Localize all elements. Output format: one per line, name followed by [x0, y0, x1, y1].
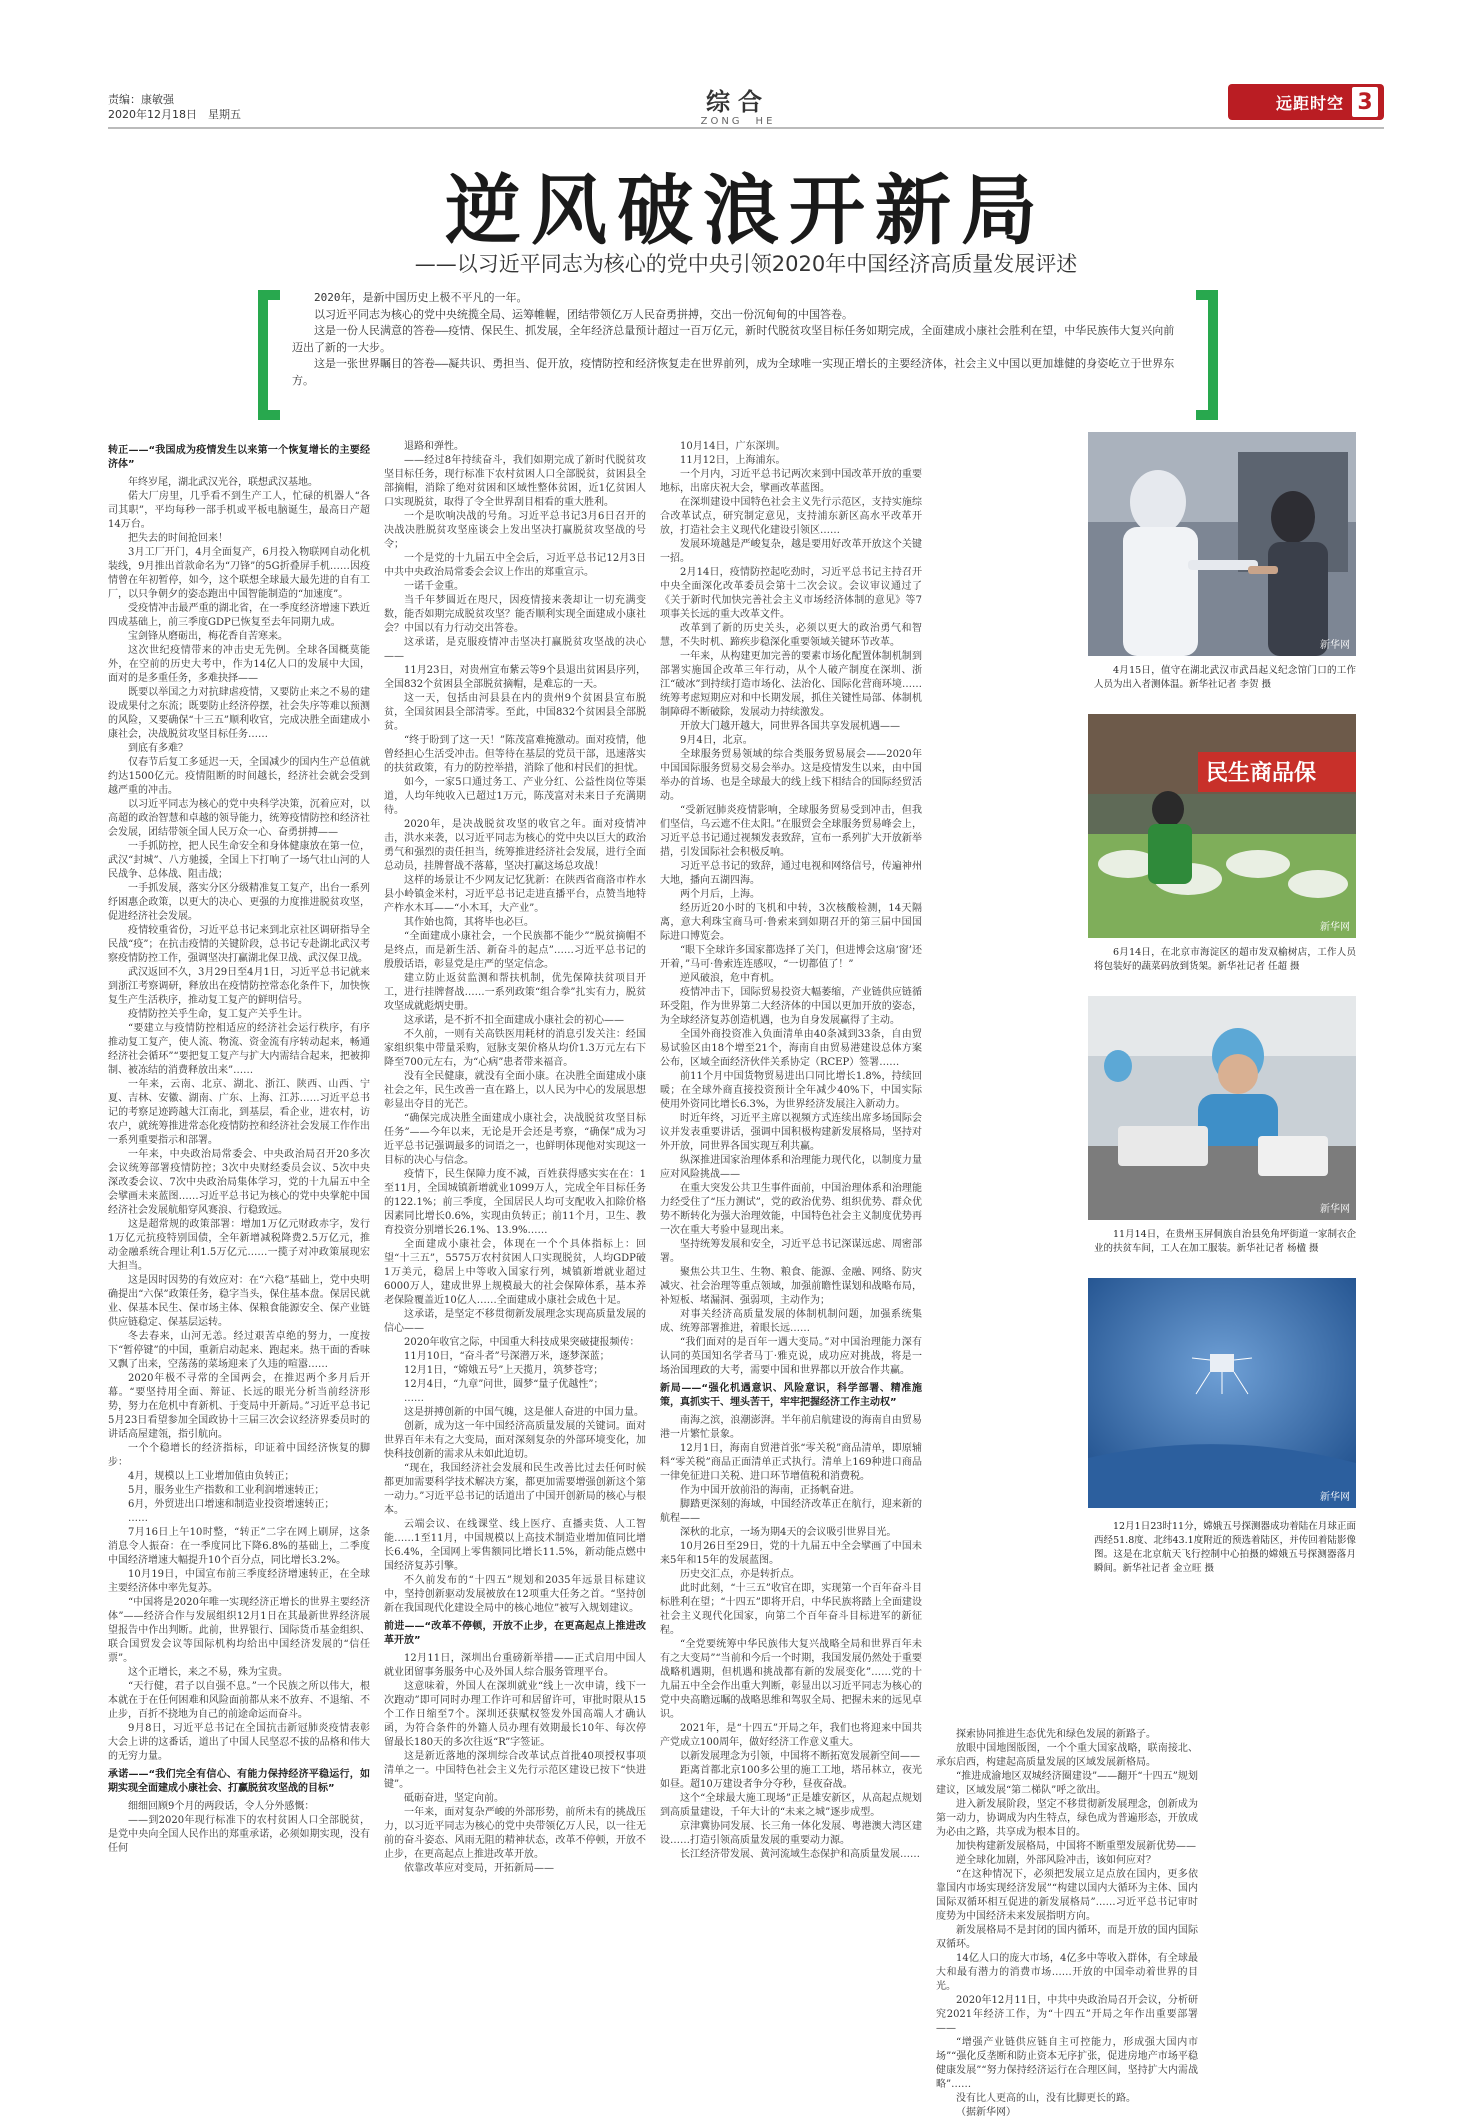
- article-paragraph: 在深圳建设中国特色社会主义先行示范区，支持实施综合改革试点，研究制定意见，支持浦东新区高水平改革开放，打造社会主义现代化建设引领区……: [660, 497, 922, 536]
- article-paragraph: 疫情冲击下，国际贸易投资大幅萎缩，产业链供应链循环受阻，作为世界第二大经济体的中国以更加开放的姿态，为全球经济复苏创造机遇，也为自身发展赢得了主动。: [660, 987, 922, 1026]
- article-paragraph: 以新发展理念为引领，中国将不断拓宽发展新空间——: [680, 1751, 920, 1762]
- article-paragraph: 一诺千金重。: [404, 581, 464, 592]
- photo-watermark: 新华网: [1320, 922, 1350, 933]
- article-paragraph: 2月14日，疫情防控起吃劲时，习近平总书记主持召开中央全面深化改革委员会第十二次会议。会议审议通过了《关于新时代加快完善社会主义市场经济体制的意见》等7项事关长远的重大改革文件。: [660, 567, 922, 620]
- article-paragraph: 2021年，是“十四五”开局之年，我们也将迎来中国共产党成立100周年，做好经济工作意义重大。: [660, 1723, 922, 1748]
- article-paragraph: 新发展格局不是封闭的国内循环，而是开放的国内国际双循环。: [936, 1925, 1198, 1950]
- photo-caption: 4月15日，值守在湖北武汉市武昌起义纪念馆门口的工作人员为出入者测体温。新华社记者 李贺 摄: [1094, 665, 1356, 690]
- article-paragraph: 14亿人口的庞大市场，4亿多中等收入群体，有全球最大和最有潜力的消费市场……开放的中国牵动着世界的目光。: [936, 1953, 1198, 1992]
- intro-box: [258, 290, 1218, 425]
- article-paragraph: 宝剑锋从磨砺出，梅花香自苦寒来。: [128, 631, 288, 642]
- article-paragraph: 5月，服务业生产指数和工业利润增速转正；: [128, 1485, 325, 1496]
- article-paragraph: 不久前，一则有关高铁医用耗材的消息引发关注：经国家组织集中带量采购，冠脉支架价格从均价1.3万元左右下降至700元左右，为“心病”患者带来福音。: [384, 1029, 646, 1068]
- article-paragraph: “天行健，君子以自强不息。”一个民族之所以伟大，根本就在于在任何困难和风险面前都从来不放弃、不退缩、不止步，百折不挠地为自己的前途命运而奋斗。: [108, 1681, 370, 1720]
- photo-caption: 6月14日，在北京市海淀区的超市发双榆树店，工作人员将包装好的蔬菜码放到货架。新华社记者 任超 摄: [1094, 947, 1356, 972]
- article-paragraph: 放眼中国地图版图，一个个重大国家战略，联南接北、承东启西，构建起高质量发展的区域发展新格局。: [936, 1743, 1198, 1768]
- article-paragraph: 依靠改革应对变局，开拓新局——: [404, 1863, 554, 1874]
- article-paragraph: ……: [128, 1513, 148, 1524]
- article-paragraph: 纵深推进国家治理体系和治理能力现代化，以制度力量应对风险挑战——: [660, 1155, 922, 1180]
- article-paragraph: 云端会议、在线课堂、线上医疗、直播卖货、人工智能……1至11月，中国规模以上高技术制造业增加值同比增长6.4%，全国网上零售额同比增长11.5%，新动能点燃中国经济复苏引擎。: [384, 1519, 646, 1572]
- article-paragraph: “在这种情况下，必须把发展立足点放在国内，更多依靠国内市场实现经济发展”“构建以国内大循环为主体、国内国际双循环相互促进的新发展格局”……习近平总书记审时度势为中国经济未来发展指明方向。: [936, 1869, 1198, 1922]
- article-paragraph: 坚持统筹发展和安全，习近平总书记深谋远虑、周密部署。: [660, 1239, 922, 1264]
- article-paragraph: 此时此刻，“十三五”收官在即，实现第一个百年奋斗目标胜利在望；“十四五”即将开启，中华民族将踏上全面建设社会主义现代化国家，向第二个百年奋斗目标进军的新征程。: [660, 1583, 922, 1636]
- article-paragraph: 京津冀协同发展、长三角一体化发展、粤港澳大湾区建设……打造引领高质量发展的重要动力源。: [660, 1821, 922, 1846]
- article-paragraph: 作为中国开放前沿的海南，正扬帆奋进。: [680, 1485, 860, 1496]
- bracket-left: [258, 290, 280, 420]
- section-subheading: 转正——“我国成为疫情发生以来第一个恢复增长的主要经济体”: [108, 445, 370, 470]
- photo-3-image: [1088, 996, 1356, 1220]
- article-paragraph: 6月，外贸进出口增速和制造业投资增速转正；: [128, 1499, 335, 1510]
- header-rule: [108, 127, 1384, 129]
- article-paragraph: 一年来，中央政治局常委会、中央政治局召开20多次会议统筹部署疫情防控；3次中央财经委员会议、5次中央深改委会议、7次中央政治局集体学习，党的十九届五中全会擘画未来蓝图……习近平总书记为核心的党中央掌舵中国经济社会发展航船穿风赛浪、行稳致远。: [108, 1149, 370, 1216]
- editor-credit: 责编：康敏强: [108, 93, 174, 106]
- article-paragraph: 到底有多难？: [128, 743, 188, 754]
- article-paragraph: 10月26日至29日，党的十九届五中全会擘画了中国未来5年和15年的发展蓝图。: [660, 1541, 922, 1566]
- article-paragraph: “现在，我国经济社会发展和民生改善比过去任何时候都更加需要科学技术解决方案，都更加需要增强创新这个第一动力。”习近平总书记的话道出了中国开创新局的核心与根本。: [384, 1463, 646, 1516]
- article-paragraph: 全面建成小康社会，体现在一个个具体指标上：回望“十三五”，5575万农村贫困人口实现脱贫，人均GDP破1万美元，稳居上中等收入国家行列，城镇新增就业超过6000万人，建成世界上规模最大的社会保障体系，基本养老保险覆盖近10亿人……全面建成小康社会成色十足。: [384, 1239, 646, 1306]
- article-paragraph: 2020年极不寻常的全国两会，在推迟两个多月后开幕。“要坚持用全面、辩证、长远的眼光分析当前经济形势，努力在危机中育新机、于变局中开新局。”习近平总书记5月23日看望参加全国政协十三届三次会议经济界委员时的讲话高屋建瓴，指引航向。: [108, 1373, 370, 1440]
- article-paragraph: “增强产业链供应链自主可控能力，形成强大国内市场”“强化反垄断和防止资本无序扩张，促进房地产市场平稳健康发展”“努力保持经济运行在合理区间，坚持扩大内需战略”……: [936, 2037, 1198, 2090]
- bracket-right: [1196, 290, 1218, 420]
- article-paragraph: 2020年12月11日，中共中央政治局召开会议，分析研究2021年经济工作，为“十四五”开局之年作出重要部署——: [936, 1995, 1198, 2034]
- article-paragraph: 没有比人更高的山，没有比脚更长的路。: [956, 2093, 1136, 2104]
- intro-para: 以习近平同志为核心的党中央统揽全局、运筹帷幄，团结带领亿万人民奋勇拼搏，交出一份沉甸甸的中国答卷。: [314, 307, 853, 321]
- article-paragraph: ……: [404, 1393, 424, 1404]
- intro-text: [292, 290, 1184, 389]
- article-paragraph: 发展环境越是严峻复杂，越是要用好改革开放这个关键一招。: [660, 539, 922, 564]
- article-paragraph: 这是拼搏创新的中国气魄，这是催人奋进的中国力量。: [404, 1407, 644, 1418]
- article-paragraph: 改革到了新的历史关头，必须以更大的政治勇气和智慧，不失时机、蹄疾步稳深化重要领域关键环节改革。: [660, 623, 922, 648]
- photo-2-image: [1088, 714, 1356, 938]
- article-paragraph: 长江经济带发展、黄河流域生态保护和高质量发展……: [680, 1849, 920, 1860]
- photo-caption: 11月14日，在贵州玉屏侗族自治县免角坪街道一家制衣企业的扶贫车间，工人在加工服装。新华社记者 杨楹 摄: [1094, 1229, 1356, 1254]
- article-paragraph: “受新冠肺炎疫情影响，全球服务贸易受到冲击，但我们坚信，乌云遮不住太阳。”在服贸会全球服务贸易峰会上，习近平总书记通过视频发表致辞，宣布一系列扩大开放新举措，引发国际社会积极反响。: [660, 805, 922, 858]
- article-paragraph: 探索协同推进生态优先和绿色发展的新路子。: [956, 1729, 1156, 1740]
- article-paragraph: 这意味着，外国人在深圳就业“线上一次申请，线下一次跑动”即可同时办理工作许可和居留许可，审批时限从15个工作日缩至7个。深圳还获赋权签发外国高端人才确认函，为符合条件的外籍人员办理有效期最长10年、每次停留最长180天的多次往返“R”字签证。: [384, 1681, 646, 1748]
- article-paragraph: 脚踏更深刻的海域，中国经济改革正在航行，迎来新的航程——: [660, 1499, 922, 1524]
- article-paragraph: 这是因时因势的有效应对：在“六稳”基础上，党中央明确提出“六保”政策任务，稳字当头，保住基本盘。保居民就业、保基本民生、保市场主体、保粮食能源安全、保产业链供应链稳定、保基层运转。: [108, 1275, 370, 1328]
- section-subheading: 新局——“强化机遇意识、风险意识，科学部署、精准施策，真抓实干、埋头苦干，牢牢把握经济工作主动权”: [660, 1383, 922, 1408]
- article-paragraph: 逆全球化加剧，外部风险冲击，该如何应对？: [956, 1855, 1156, 1866]
- article-paragraph: 疫情较重省份，习近平总书记来到北京社区调研指导全民战“疫”；在抗击疫情的关键阶段，总书记专赴湖北武汉考察疫情防控工作，强调坚决打赢湖北保卫战、武汉保卫战。: [108, 925, 370, 964]
- article-paragraph: 这个正增长，来之不易，殊为宝贵。: [128, 1667, 288, 1678]
- article-paragraph: 一手抓发展，落实分区分级精准复工复产，出台一系列纾困惠企政策，以更大的决心、更强的力度推进脱贫攻坚，促进经济社会发展。: [108, 883, 370, 922]
- article-paragraph: 这承诺，是克服疫情冲击坚决打赢脱贫攻坚战的决心——: [384, 637, 646, 662]
- article-paragraph: 12月11日，深圳出台重磅新举措——正式启用中国人就业团留事务服务中心及外国人综合服务管理平台。: [384, 1653, 646, 1678]
- article-paragraph: “要建立与疫情防控相适应的经济社会运行秩序，有序推动复工复产，使人流、物流、资金流有序转动起来，畅通经济社会循环”“要把复工复产与扩大内需结合起来，把被抑制、被冻结的消费释放出来”……: [108, 1023, 370, 1076]
- article-paragraph: 受疫情冲击最严重的湖北省，在一季度经济增速下跌近四成基础上，前三季度GDP已恢复至去年同期九成。: [108, 603, 370, 628]
- article-paragraph: “推进成渝地区双城经济圈建设”——翻开“十四五”规划建议，区域发展“第二梯队”呼之欲出。: [936, 1771, 1198, 1796]
- article-paragraph: 没有全民健康，就没有全面小康。在决胜全面建成小康社会之年，民生改善一直在路上，以人民为中心的发展思想彰显出夺目的光芒。: [384, 1071, 646, 1110]
- photo-caption: 12月1日23时11分，嫦娥五号探测器成功着陆在月球正面西经51.8度、北纬43.1度附近的预选着陆区，并传回着陆影像图。这是在北京航天飞行控制中心拍摄的嫦娥五号探测器落月瞬间。新华社记者 金立旺 摄: [1094, 1521, 1356, 1574]
- article-paragraph: 一年来，云南、北京、湖北、浙江、陕西、山西、宁夏、吉林、安徽、湖南、广东、上海、江苏……习近平总书记的考察足迹跨越大江南北，到基层，看企业，进农村，访农户，就统筹推进常态化疫情防控和经济社会发展工作作出一系列重要指示和部署。: [108, 1079, 370, 1146]
- article-paragraph: 前11个月中国货物贸易进出口同比增长1.8%，持续回暖；在全球外商直接投资预计全年减少40%下，中国实际使用外资同比增长6.3%，为世界经济发展注入新动力。: [660, 1071, 922, 1110]
- article-paragraph: 经历近20小时的飞机和中转，3次核酸检测，14天隔离，意大利珠宝商马可·鲁索来到如期召开的第三届中国国际进口博览会。: [660, 903, 922, 942]
- article-paragraph: 这次世纪疫情带来的冲击史无先例。全球各国概莫能外，在空前的历史大考中，作为14亿人口的发展中大国，面对的是多重任务，多难抉择——: [108, 645, 370, 684]
- article-paragraph: 进入新发展阶段，坚定不移贯彻新发展理念，创新成为第一动力，协调成为内生特点，绿色成为普遍形态，开放成为必由之路，共享成为根本目的。: [936, 1799, 1198, 1838]
- article-paragraph: “确保完成决胜全面建成小康社会，决战脱贫攻坚目标任务”——今年以来，无论是开会还是考察，“确保”成为习近平总书记强调最多的词语之一，也鲜明体现他对实现这一目标的决心与信念。: [384, 1113, 646, 1166]
- photo-watermark: 新华网: [1320, 1204, 1350, 1215]
- article-paragraph: 疫情下，民生保障力度不减，百姓获得感实实在在：1至11月，全国城镇新增就业1099万人，完成全年目标任务的122.1%；前三季度，全国居民人均可支配收入扣除价格因素同比增长0.6%，实现由负转正；前11个月，卫生、教育投资分别增长26.1%、13.9%……: [384, 1169, 646, 1236]
- article-paragraph: 4月，规模以上工业增加值由负转正；: [128, 1471, 295, 1482]
- section-subheading: 承诺——“我们完全有信心、有能力保持经济平稳运行，如期实现全面建成小康社会、打赢脱贫攻坚战的目标”: [108, 1769, 370, 1794]
- article-paragraph: 这个“全球最大施工现场”正是雄安新区，从高起点规划到高质量建设，千年大计的“未来之城”逐步成型。: [660, 1793, 922, 1818]
- article-paragraph: 一个个稳增长的经济指标，印证着中国经济恢复的脚步：: [108, 1443, 370, 1468]
- article-paragraph: 一个月内，习近平总书记两次来到中国改革开放的重要地标，出席庆祝大会，擘画改革蓝图。: [660, 469, 922, 494]
- article-paragraph: 不久前发布的“十四五”规划和2035年远景目标建议中，坚持创新驱动发展被放在12项重大任务之首。“坚持创新在我国现代化建设全局中的核心地位”被写入规划建议。: [384, 1575, 646, 1614]
- article-paragraph: 以习近平同志为核心的党中央科学决策，沉着应对，以高超的政治智慧和卓越的领导能力，统筹疫情防控和经济社会发展，团结带领全国人民万众一心、奋勇拼搏——: [108, 799, 370, 838]
- article-paragraph: 10月19日，中国宣布前三季度经济增速转正，在全球主要经济体中率先复苏。: [108, 1569, 370, 1594]
- article-paragraph: 11月12日，上海浦东。: [680, 455, 786, 466]
- article-paragraph: 偌大厂房里，几乎看不到生产工人，忙碌的机器人“各司其职”，平均每秒一部手机或平板电脑诞生，最高日产超14万台。: [108, 491, 370, 530]
- article-paragraph: 疫情防控关乎生命，复工复产关乎生计。: [128, 1009, 308, 1020]
- intro-para: 这是一份人民满意的答卷——疫情、保民生、抓发展，全年经济总量预计超过一百万亿元，新时代脱贫攻坚目标任务如期完成，全面建成小康社会胜利在望，中华民族伟大复兴向前迈出了新的一大步。: [292, 324, 1175, 354]
- article-paragraph: 开放大门越开越大，同世界各国共享发展机遇——: [680, 721, 900, 732]
- article-paragraph: 对事关经济高质量发展的体制机制问题，加强系统集成、统筹部署推进，着眼长远……: [660, 1309, 922, 1334]
- article-paragraph: 10月14日，广东深圳。: [680, 441, 786, 452]
- subheadline: ——以习近平同志为核心的党中央引领2020年中国经济高质量发展评述: [414, 252, 1078, 276]
- photo-supermarket: [1088, 714, 1356, 938]
- article-paragraph: 这是新近落地的深圳综合改革试点首批40项授权事项清单之一。中国特色社会主义先行示范区建设已按下“快进键”。: [384, 1751, 646, 1790]
- photo-temperature-check: [1088, 432, 1356, 656]
- article-paragraph: 11月23日，对贵州宣布紫云等9个县退出贫困县序列，全国832个贫困县全部脱贫摘帽，是难忘的一天。: [384, 665, 646, 690]
- photo-lunar-lander: [1088, 1278, 1356, 1508]
- article-paragraph: 这是超常规的政策部署：增加1万亿元财政赤字，发行1万亿元抗疫特别国债，全年新增减税降费2.5万亿元，推动金融系统合理让利1.5万亿元……一揽子对冲政策展现宏大担当。: [108, 1219, 370, 1272]
- article-column-2: [384, 440, 646, 2030]
- section-subheading: 前进——“改革不停顿，开放不止步，在更高起点上推进改革开放”: [384, 1621, 646, 1646]
- article-paragraph: “全面建成小康社会，一个民族都不能少”“脱贫摘帽不是终点，而是新生活、新奋斗的起点”……习近平总书记的殷殷话语，彰显党是庄严的坚定信念。: [384, 931, 646, 970]
- article-paragraph: 砥砺奋进，坚定向前。: [404, 1793, 504, 1804]
- article-paragraph: “中国将是2020年唯一实现经济正增长的世界主要经济体”——经济合作与发展组织12月1日在其最新世界经济展望报告中作出判断。此前，世界银行、国际货币基金组织、联合国贸发会议等国际机构均给出中国经济发展的“信任票”。: [108, 1597, 370, 1664]
- article-paragraph: 11月10日，“奋斗者”号深潜万米，逐梦深蓝；: [404, 1351, 610, 1362]
- section-title: 综合: [706, 88, 770, 116]
- article-paragraph: 9月4日，北京。: [680, 735, 753, 746]
- article-column-4: [936, 1728, 1198, 2118]
- article-paragraph: 一年来，从构建更加完善的要素市场化配置体制机制到部署实施国企改革三年行动，从个人破产制度在深圳、浙江“破冰”到持续打造市场化、法治化、国际化营商环境……统筹考虑短期应对和中长期发展，抓住关键性局部、体制机制障碍不断破除，发展动力持续激发。: [660, 651, 922, 718]
- article-paragraph: 这承诺，是不折不扣全面建成小康社会的初心——: [404, 1015, 624, 1026]
- article-paragraph: 距离首都北京100多公里的施工工地，塔吊林立，夜光如昼。超10万建设者争分夺秒，昼夜奋战。: [660, 1765, 922, 1790]
- photo-garment-workshop: [1088, 996, 1356, 1220]
- article-paragraph: 当千年梦圆近在咫尺，因疫情接来袭却让一切充满变数，能否如期完成脱贫攻坚？能否顺利实现全面建成小康社会？中国以有力行动交出答卷。: [384, 595, 646, 634]
- article-paragraph: 12月1日，“嫦娥五号”上天揽月，筑梦苍穹；: [404, 1365, 604, 1376]
- store-sign: 民生商品保: [1206, 761, 1317, 786]
- article-paragraph: 逆风破浪，危中育机。: [680, 973, 780, 984]
- article-paragraph: 12月1日，海南自贸港首张“零关税”商品清单，即原辅料“零关税”商品正面清单正式执行。清单上169种进口商品一律免征进口关税、进口环节增值税和消费税。: [660, 1443, 922, 1482]
- brand-badge: [1228, 84, 1384, 120]
- article-paragraph: 一年来，面对复杂严峻的外部形势，前所未有的挑战压力，以习近平同志为核心的党中央带领亿万人民，以一往无前的奋斗姿态、风雨无阻的精神状态，改革不停顿，开放不止步，在更高起点上推进改革开放。: [384, 1807, 646, 1860]
- article-paragraph: 这一天，包括由河县县在内的贵州9个贫困县宣布脱贫，全国贫困县全部清零。至此，中国832个贫困县全部脱贫。: [384, 693, 646, 732]
- article-paragraph: 如今，一家5口通过务工、产业分红、公益性岗位等渠道，人均年纯收入已超过1万元，陈茂富对未来日子充满期待。: [384, 777, 646, 816]
- article-paragraph: 2020年收官之际，中国重大科技成果突破捷报频传：: [404, 1337, 640, 1348]
- article-paragraph: 创新，成为这一年中国经济高质量发展的关键词。面对世界百年未有之大变局，面对深刻复杂的外部环境变化，加快科技创新的需求从未如此迫切。: [384, 1421, 646, 1460]
- article-paragraph: 全球服务贸易领域的综合类服务贸易展会——2020年中国国际服务贸易交易会举办。这是疫情发生以来，由中国举办的首场、也是全球最大的线上线下相结合的国际经贸活动。: [660, 749, 922, 802]
- intro-para: 这是一张世界瞩目的答卷——凝共识、勇担当、促开放，疫情防控和经济恢复走在世界前列，成为全球唯一实现正增长的主要经济体，社会主义中国以更加雄健的身姿屹立于世界东方。: [292, 357, 1175, 387]
- article-paragraph: 3月工厂开门，4月全面复产，6月投入物联网自动化机装线，9月推出首款命名为“刀锋”的5G折叠屏手机……因疫情曾在年初暂停，如今，这个联想全球最大最先进的自有工厂，以只争朝夕的姿态跑出中国智能制造的“加速度”。: [108, 547, 370, 600]
- article-paragraph: 时近年终，习近平主席以视频方式连续出席多场国际会议并发表重要讲话，强调中国积极构建新发展格局，坚持对外开放，同世界各国实现互利共赢。: [660, 1113, 922, 1152]
- article-paragraph: 这样的场景让不少网友记忆犹新：在陕西省商洛市柞水县小岭镇金米村，习近平总书记走进直播平台，点赞当地特产柞水木耳——“小木耳，大产业”。: [384, 875, 646, 914]
- article-paragraph: 把失去的时间抢回来！: [128, 533, 228, 544]
- photo-watermark: 新华网: [1320, 1492, 1350, 1503]
- article-paragraph: ——到2020年现行标准下的农村贫困人口全部脱贫，是党中央向全国人民作出的郑重承诺，必须如期实现，没有任何: [108, 1815, 370, 1854]
- article-paragraph: 南海之滨，浪潮澎湃。半年前启航建设的海南自由贸易港一片繁忙景象。: [660, 1415, 922, 1440]
- issue-date: 2020年12月18日 星期五: [108, 108, 241, 121]
- article-paragraph: 加快构建新发展格局，中国将不断重塑发展新优势——: [956, 1841, 1196, 1852]
- photo-watermark: 新华网: [1320, 640, 1350, 651]
- article-paragraph: “我们面对的是百年一遇大变局。”对中国治理能力深有认同的英国知名学者马丁·雅克说，成功应对挑战，将是一场治国理政的大考，需要中国和世界都以开放合作共赢。: [660, 1337, 922, 1376]
- article-paragraph: 一手抓防控，把人民生命安全和身体健康放在第一位，武汉“封城”、八方驰援，全国上下打响了一场气壮山河的人民战争、总体战、阻击战；: [108, 841, 370, 880]
- article-column-1: [108, 440, 370, 2030]
- article-paragraph: 一个是吹响决战的号角。习近平总书记3月6日召开的决战决胜脱贫攻坚座谈会上发出坚决打赢脱贫攻坚战的号令；: [384, 511, 646, 550]
- article-paragraph: 年终岁尾，湖北武汉光谷，联想武汉基地。: [128, 477, 318, 488]
- article-paragraph: 两个月后，上海。: [680, 889, 760, 900]
- headline: 逆风破浪开新局: [445, 166, 1047, 255]
- page-number: 3: [1352, 87, 1378, 117]
- article-paragraph: 在重大突发公共卫生事件面前，中国治理体系和治理能力经受住了“压力测试”，党的政治优势、组织优势、群众优势不断转化为强大治理效能，中国特色社会主义制度优势再一次在重大考验中显现出来。: [660, 1183, 922, 1236]
- article-paragraph: 历史交汇点，亦是转折点。: [680, 1569, 800, 1580]
- article-paragraph: 仅春节后复工多延迟一天，全国减少的国内生产总值就约达1500亿元。疫情阻断的时间越长，经济社会就会受到越严重的冲击。: [108, 757, 370, 796]
- article-paragraph: 12月4日，“九章”问世，圆梦“量子优越性”；: [404, 1379, 604, 1390]
- header-meta: [108, 92, 241, 122]
- article-paragraph: ——经过8年持续奋斗，我们如期完成了新时代脱贫攻坚目标任务，现行标准下农村贫困人口全部脱贫，贫困县全部摘帽，消除了绝对贫困和区域性整体贫困，近1亿贫困人口实现脱贫，取得了令全世界刮目相看的重大胜利。: [384, 455, 646, 508]
- article-column-3: [660, 440, 922, 2030]
- article-paragraph: 深秋的北京，一场为期4天的会议吸引世界目光。: [680, 1527, 897, 1538]
- brand-name: 远距时空: [1275, 93, 1344, 113]
- article-paragraph: （据新华网）: [956, 2107, 1016, 2118]
- article-paragraph: 9月8日，习近平总书记在全国抗击新冠肺炎疫情表彰大会上讲的这番话，道出了中国人民坚忍不拔的品格和伟大的无穷力量。: [108, 1723, 370, 1762]
- article-paragraph: 习近平总书记的致辞，通过电视和网络信号，传遍神州大地，播向五湖四海。: [660, 861, 922, 886]
- article-paragraph: 这承诺，是坚定不移贯彻新发展理念实现高质量发展的信心——: [384, 1309, 646, 1334]
- article-paragraph: 细细回顾9个月的两段话，令人分外感慨：: [128, 1801, 315, 1812]
- section-pinyin: ZONG HE: [700, 116, 776, 127]
- article-paragraph: 建立防止返贫监测和帮扶机制，优先保障扶贫项目开工，进行挂牌督战……一系列政策“组合拳”扎实有力，脱贫攻坚成就彪炳史册。: [384, 973, 646, 1012]
- article-paragraph: 一个是党的十九届五中全会后，习近平总书记12月3日中共中央政治局常委会会议上作出的郑重宣示。: [384, 553, 646, 578]
- article-paragraph: 退路和弹性。: [404, 441, 464, 452]
- article-paragraph: 2020年，是决战脱贫攻坚的收官之年。面对疫情冲击，洪水来袭，以习近平同志为核心的党中央以巨大的政治勇气和强烈的责任担当，统筹推进经济社会发展，进行全面总动员，挂牌督战不落幕，坚决打赢这场总攻战！: [384, 819, 646, 872]
- article-paragraph: 7月16日上午10时整，“转正”二字在网上刷屏，这条消息令人振奋：在一季度同比下降6.8%的基础上，二季度中国经济增速大幅提升10个百分点，同比增长3.2%。: [108, 1527, 370, 1566]
- article-paragraph: “终于盼到了这一天！”陈茂富难掩激动。面对疫情，他曾经担心生活受冲击。但等待在基层的党员干部，迅速落实的扶贫政策，有力的防控举措，消除了他和村民们的担忧。: [384, 735, 646, 774]
- article-paragraph: 其作始也简，其将毕也必巨。: [404, 917, 534, 928]
- article-paragraph: “全党要统筹中华民族伟大复兴战略全局和世界百年未有之大变局”“当前和今后一个时期，我国发展仍然处于重要战略机遇期，但机遇和挑战都有新的发展变化”……党的十九届五中全会作出重大判断，彰显出以习近平同志为核心的党中央高瞻远瞩的战略思维和驾驭全局、把握未来的远见卓识。: [660, 1639, 922, 1720]
- article-paragraph: 全国外商投资准入负面清单由40条减到33条，自由贸易试验区由18个增至21个，海南自由贸易港建设总体方案公布，区域全面经济伙伴关系协定（RCEP）签署……: [660, 1029, 922, 1068]
- article-paragraph: “眼下全球许多国家都选择了关门，但进博会这扇‘窗’还开着，”马可·鲁索连连感叹，“一切都值了！”: [660, 945, 922, 970]
- intro-para: 2020年，是新中国历史上极不平凡的一年。: [314, 291, 528, 304]
- article-paragraph: 既要以举国之力对抗肆虐疫情，又要防止来之不易的建设成果付之东流；既要防止经济停摆，社会失序等难以预测的风险，又要确保“十三五”顺利收官，完成决胜全面建成小康社会，决战脱贫攻坚目标任务……: [108, 687, 370, 740]
- photo-4-image: [1088, 1278, 1356, 1508]
- photo-1-image: [1088, 432, 1356, 656]
- article-paragraph: 武汉返回不久，3月29日至4月1日，习近平总书记就来到浙江考察调研，释放出在疫情防控常态化条件下，加快恢复生产生活秩序，推动复工复产的鲜明信号。: [108, 967, 370, 1006]
- article-paragraph: 聚焦公共卫生、生物、粮食、能源、金融、网络、防灾减灾、社会治理等重点领域，加强前瞻性谋划和战略布局，补短板、堵漏洞、强弱项，主动作为；: [660, 1267, 922, 1306]
- article-paragraph: 冬去春来，山河无恙。经过艰苦卓绝的努力，一度按下“暂停键”的中国，重新启动起来、跑起来。热干面的香味又飘了出来，空荡荡的菜场迎来了久违的喧嚣……: [108, 1331, 370, 1370]
